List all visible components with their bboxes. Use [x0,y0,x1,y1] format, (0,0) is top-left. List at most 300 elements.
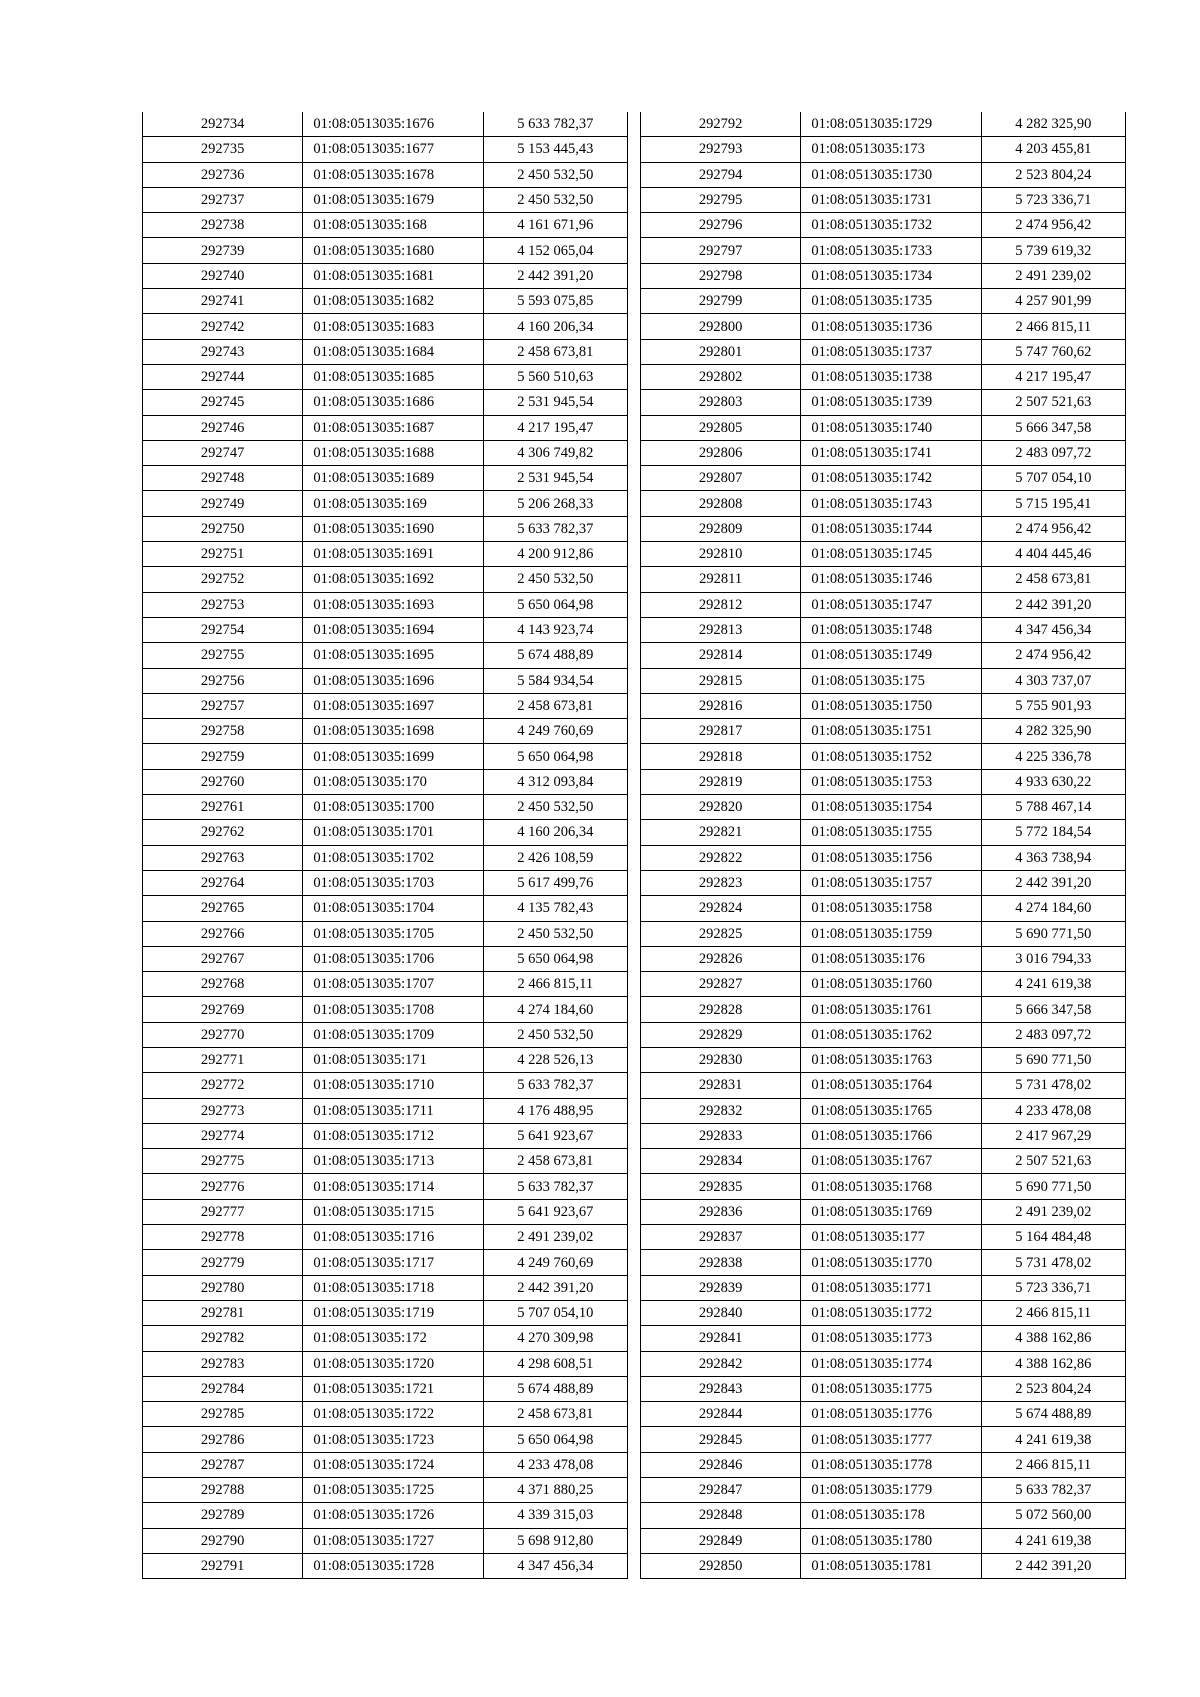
record-number-cell: 292769 [143,997,303,1022]
record-number-cell: 292745 [143,390,303,415]
cadastral-number-cell: 01:08:0513035:1724 [303,1452,483,1477]
record-number-cell: 292846 [641,1452,801,1477]
record-number-cell: 292836 [641,1199,801,1224]
table-row [641,1275,1126,1300]
table-row [641,744,1126,769]
value-cell: 4 176 488,95 [483,1098,627,1123]
table-row [641,364,1126,389]
cadastral-number-cell: 01:08:0513035:1687 [303,415,483,440]
value-cell: 2 458 673,81 [483,1149,627,1174]
table-row [641,1553,1126,1578]
cadastral-number-cell: 01:08:0513035:1677 [303,137,483,162]
cadastral-number-cell: 01:08:0513035:1692 [303,567,483,592]
cadastral-number-cell: 01:08:0513035:1732 [801,213,981,238]
table-row [143,972,628,997]
value-cell: 4 371 880,25 [483,1478,627,1503]
table-row [641,1174,1126,1199]
cadastral-number-cell: 01:08:0513035:1691 [303,542,483,567]
table-row [641,592,1126,617]
table-row [143,1528,628,1553]
cadastral-number-cell: 01:08:0513035:1758 [801,896,981,921]
cadastral-number-cell: 01:08:0513035:1720 [303,1351,483,1376]
table-row [143,1326,628,1351]
cadastral-number-cell: 01:08:0513035:1709 [303,1022,483,1047]
record-number-cell: 292829 [641,1022,801,1047]
record-number-cell: 292795 [641,187,801,212]
value-cell: 5 593 075,85 [483,289,627,314]
table-row [641,1300,1126,1325]
cadastral-number-cell: 01:08:0513035:1699 [303,744,483,769]
cadastral-number-cell: 01:08:0513035:1771 [801,1275,981,1300]
value-cell: 5 674 488,89 [483,1376,627,1401]
cadastral-number-cell: 01:08:0513035:1749 [801,643,981,668]
record-number-cell: 292798 [641,263,801,288]
record-number-cell: 292789 [143,1503,303,1528]
record-number-cell: 292841 [641,1326,801,1351]
record-number-cell: 292781 [143,1300,303,1325]
record-number-cell: 292773 [143,1098,303,1123]
cadastral-number-cell: 01:08:0513035:1718 [303,1275,483,1300]
value-cell: 2 450 532,50 [483,567,627,592]
value-cell: 2 466 815,11 [981,1300,1125,1325]
value-cell: 2 507 521,63 [981,1149,1125,1174]
value-cell: 4 241 619,38 [981,1427,1125,1452]
cadastral-number-cell: 01:08:0513035:1779 [801,1478,981,1503]
cadastral-number-cell: 01:08:0513035:1776 [801,1402,981,1427]
table-row [641,516,1126,541]
cadastral-number-cell: 01:08:0513035:170 [303,769,483,794]
cadastral-number-cell: 01:08:0513035:1713 [303,1149,483,1174]
cadastral-number-cell: 01:08:0513035:1764 [801,1073,981,1098]
table-row [641,1402,1126,1427]
record-number-cell: 292758 [143,719,303,744]
cadastral-number-cell: 01:08:0513035:1715 [303,1199,483,1224]
record-number-cell: 292791 [143,1553,303,1578]
table-row [143,1376,628,1401]
value-cell: 5 072 560,00 [981,1503,1125,1528]
cadastral-number-cell: 01:08:0513035:168 [303,213,483,238]
cadastral-number-cell: 01:08:0513035:1706 [303,946,483,971]
table-row [641,238,1126,263]
cadastral-number-cell: 01:08:0513035:1740 [801,415,981,440]
table-row [641,1199,1126,1224]
cadastral-number-cell: 01:08:0513035:1717 [303,1250,483,1275]
table-row [641,466,1126,491]
table-row [641,339,1126,364]
cadastral-number-cell: 01:08:0513035:1729 [801,112,981,137]
record-number-cell: 292766 [143,921,303,946]
value-cell: 4 217 195,47 [981,364,1125,389]
value-cell: 5 633 782,37 [483,1073,627,1098]
table-row [641,567,1126,592]
cadastral-number-cell: 01:08:0513035:1754 [801,795,981,820]
value-cell: 5 698 912,80 [483,1528,627,1553]
value-cell: 5 707 054,10 [981,466,1125,491]
value-cell: 4 135 782,43 [483,896,627,921]
value-cell: 4 233 478,08 [483,1452,627,1477]
cadastral-number-cell: 01:08:0513035:1775 [801,1376,981,1401]
table-row [641,1528,1126,1553]
cadastral-number-cell: 01:08:0513035:1748 [801,617,981,642]
cadastral-number-cell: 01:08:0513035:1727 [303,1528,483,1553]
cadastral-number-cell: 01:08:0513035:1725 [303,1478,483,1503]
record-number-cell: 292755 [143,643,303,668]
table-row [641,1047,1126,1072]
record-number-cell: 292735 [143,137,303,162]
value-cell: 2 458 673,81 [483,339,627,364]
cadastral-number-cell: 01:08:0513035:1730 [801,162,981,187]
record-number-cell: 292794 [641,162,801,187]
value-cell: 4 347 456,34 [483,1553,627,1578]
table-row [641,1073,1126,1098]
record-number-cell: 292788 [143,1478,303,1503]
record-number-cell: 292793 [641,137,801,162]
cadastral-number-cell: 01:08:0513035:172 [303,1326,483,1351]
cadastral-number-cell: 01:08:0513035:1738 [801,364,981,389]
table-row [641,187,1126,212]
value-cell: 5 584 934,54 [483,668,627,693]
record-number-cell: 292796 [641,213,801,238]
table-row [143,415,628,440]
table-row [641,263,1126,288]
value-cell: 2 523 804,24 [981,1376,1125,1401]
cadastral-number-cell: 01:08:0513035:1760 [801,972,981,997]
cadastral-number-cell: 01:08:0513035:1723 [303,1427,483,1452]
table-row [143,946,628,971]
record-number-cell: 292803 [641,390,801,415]
record-number-cell: 292802 [641,364,801,389]
record-number-cell: 292752 [143,567,303,592]
value-cell: 3 016 794,33 [981,946,1125,971]
value-cell: 4 200 912,86 [483,542,627,567]
cadastral-number-cell: 01:08:0513035:1781 [801,1553,981,1578]
table-row [641,1452,1126,1477]
cadastral-number-cell: 01:08:0513035:1767 [801,1149,981,1174]
record-number-cell: 292813 [641,617,801,642]
table-row [143,263,628,288]
record-number-cell: 292820 [641,795,801,820]
value-cell: 5 633 782,37 [483,1174,627,1199]
table-row [143,1503,628,1528]
value-cell: 2 507 521,63 [981,390,1125,415]
cadastral-number-cell: 01:08:0513035:1707 [303,972,483,997]
table-row [143,542,628,567]
value-cell: 5 707 054,10 [483,1300,627,1325]
value-cell: 2 442 391,20 [981,592,1125,617]
value-cell: 5 755 901,93 [981,693,1125,718]
value-cell: 4 225 336,78 [981,744,1125,769]
record-number-cell: 292777 [143,1199,303,1224]
cadastral-number-cell: 01:08:0513035:1696 [303,668,483,693]
cadastral-number-cell: 01:08:0513035:1759 [801,921,981,946]
cadastral-number-cell: 01:08:0513035:176 [801,946,981,971]
table-row [143,137,628,162]
record-number-cell: 292750 [143,516,303,541]
cadastral-number-cell: 01:08:0513035:1708 [303,997,483,1022]
value-cell: 2 450 532,50 [483,795,627,820]
table-row [641,1427,1126,1452]
cadastral-number-cell: 01:08:0513035:1685 [303,364,483,389]
table-row [641,1123,1126,1148]
cadastral-number-cell: 01:08:0513035:1744 [801,516,981,541]
table-row [641,668,1126,693]
cadastral-number-cell: 01:08:0513035:1710 [303,1073,483,1098]
table-row [143,238,628,263]
record-number-cell: 292845 [641,1427,801,1452]
record-number-cell: 292815 [641,668,801,693]
table-row [143,870,628,895]
record-number-cell: 292753 [143,592,303,617]
table-row [641,137,1126,162]
record-number-cell: 292737 [143,187,303,212]
record-number-cell: 292819 [641,769,801,794]
cadastral-number-cell: 01:08:0513035:177 [801,1225,981,1250]
cadastral-number-cell: 01:08:0513035:1746 [801,567,981,592]
record-number-cell: 292849 [641,1528,801,1553]
record-number-cell: 292746 [143,415,303,440]
record-number-cell: 292736 [143,162,303,187]
cadastral-table-left [142,112,628,1579]
value-cell: 2 474 956,42 [981,643,1125,668]
record-number-cell: 292800 [641,314,801,339]
cadastral-number-cell: 01:08:0513035:1733 [801,238,981,263]
value-cell: 5 739 619,32 [981,238,1125,263]
value-cell: 5 650 064,98 [483,744,627,769]
value-cell: 4 933 630,22 [981,769,1125,794]
record-number-cell: 292784 [143,1376,303,1401]
cadastral-number-cell: 01:08:0513035:1735 [801,289,981,314]
cadastral-number-cell: 01:08:0513035:1753 [801,769,981,794]
value-cell: 2 466 815,11 [981,314,1125,339]
record-number-cell: 292790 [143,1528,303,1553]
value-cell: 2 474 956,42 [981,516,1125,541]
record-number-cell: 292759 [143,744,303,769]
value-cell: 4 233 478,08 [981,1098,1125,1123]
record-number-cell: 292768 [143,972,303,997]
table-row [641,820,1126,845]
value-cell: 2 483 097,72 [981,440,1125,465]
record-number-cell: 292797 [641,238,801,263]
value-cell: 5 641 923,67 [483,1123,627,1148]
record-number-cell: 292832 [641,1098,801,1123]
cadastral-number-cell: 01:08:0513035:1703 [303,870,483,895]
value-cell: 4 217 195,47 [483,415,627,440]
cadastral-number-cell: 01:08:0513035:178 [801,1503,981,1528]
table-row [143,1098,628,1123]
value-cell: 5 153 445,43 [483,137,627,162]
record-number-cell: 292838 [641,1250,801,1275]
record-number-cell: 292807 [641,466,801,491]
table-row [641,1225,1126,1250]
cadastral-number-cell: 01:08:0513035:171 [303,1047,483,1072]
record-number-cell: 292839 [641,1275,801,1300]
record-number-cell: 292760 [143,769,303,794]
value-cell: 5 690 771,50 [981,1047,1125,1072]
cadastral-number-cell: 01:08:0513035:1684 [303,339,483,364]
table-row [143,491,628,516]
table-row [143,997,628,1022]
value-cell: 4 306 749,82 [483,440,627,465]
record-number-cell: 292748 [143,466,303,491]
record-number-cell: 292831 [641,1073,801,1098]
table-row [143,162,628,187]
value-cell: 4 274 184,60 [981,896,1125,921]
table-row [641,1326,1126,1351]
table-row [143,1149,628,1174]
value-cell: 2 491 239,02 [483,1225,627,1250]
record-number-cell: 292810 [641,542,801,567]
cadastral-number-cell: 01:08:0513035:1719 [303,1300,483,1325]
cadastral-number-cell: 01:08:0513035:1731 [801,187,981,212]
cadastral-number-cell: 01:08:0513035:1682 [303,289,483,314]
value-cell: 4 298 608,51 [483,1351,627,1376]
record-number-cell: 292762 [143,820,303,845]
cadastral-number-cell: 01:08:0513035:1773 [801,1326,981,1351]
table-row [641,1351,1126,1376]
value-cell: 5 772 184,54 [981,820,1125,845]
value-cell: 4 339 315,03 [483,1503,627,1528]
cadastral-number-cell: 01:08:0513035:1778 [801,1452,981,1477]
record-number-cell: 292809 [641,516,801,541]
cadastral-number-cell: 01:08:0513035:1768 [801,1174,981,1199]
table-row [641,870,1126,895]
record-number-cell: 292782 [143,1326,303,1351]
value-cell: 2 450 532,50 [483,162,627,187]
record-number-cell: 292761 [143,795,303,820]
record-number-cell: 292783 [143,1351,303,1376]
cadastral-number-cell: 01:08:0513035:1751 [801,719,981,744]
value-cell: 2 491 239,02 [981,1199,1125,1224]
table-row [641,491,1126,516]
value-cell: 4 282 325,90 [981,112,1125,137]
record-number-cell: 292812 [641,592,801,617]
record-number-cell: 292763 [143,845,303,870]
record-number-cell: 292823 [641,870,801,895]
value-cell: 5 666 347,58 [981,415,1125,440]
record-number-cell: 292833 [641,1123,801,1148]
table-body [641,112,1126,1579]
cadastral-number-cell: 01:08:0513035:1743 [801,491,981,516]
table-row [143,643,628,668]
cadastral-number-cell: 01:08:0513035:1705 [303,921,483,946]
record-number-cell: 292816 [641,693,801,718]
value-cell: 2 442 391,20 [483,263,627,288]
cadastral-number-cell: 01:08:0513035:1742 [801,466,981,491]
cadastral-number-cell: 01:08:0513035:1704 [303,896,483,921]
value-cell: 2 417 967,29 [981,1123,1125,1148]
cadastral-number-cell: 01:08:0513035:1701 [303,820,483,845]
value-cell: 5 641 923,67 [483,1199,627,1224]
table-row [143,845,628,870]
cadastral-number-cell: 01:08:0513035:1777 [801,1427,981,1452]
value-cell: 2 458 673,81 [483,693,627,718]
table-row [143,592,628,617]
value-cell: 2 450 532,50 [483,187,627,212]
value-cell: 5 690 771,50 [981,1174,1125,1199]
value-cell: 4 203 455,81 [981,137,1125,162]
table-row [641,112,1126,137]
record-number-cell: 292740 [143,263,303,288]
cadastral-number-cell: 01:08:0513035:1714 [303,1174,483,1199]
value-cell: 2 466 815,11 [981,1452,1125,1477]
cadastral-number-cell: 01:08:0513035:1772 [801,1300,981,1325]
table-row [143,1123,628,1148]
table-row [641,896,1126,921]
record-number-cell: 292844 [641,1402,801,1427]
value-cell: 2 466 815,11 [483,972,627,997]
cadastral-number-cell: 01:08:0513035:1762 [801,1022,981,1047]
value-cell: 4 388 162,86 [981,1351,1125,1376]
record-number-cell: 292842 [641,1351,801,1376]
value-cell: 5 650 064,98 [483,592,627,617]
value-cell: 4 160 206,34 [483,820,627,845]
value-cell: 5 164 484,48 [981,1225,1125,1250]
value-cell: 5 723 336,71 [981,187,1125,212]
table-row [143,364,628,389]
value-cell: 5 674 488,89 [981,1402,1125,1427]
value-cell: 5 731 478,02 [981,1250,1125,1275]
table-row [143,769,628,794]
value-cell: 5 731 478,02 [981,1073,1125,1098]
record-number-cell: 292825 [641,921,801,946]
cadastral-number-cell: 01:08:0513035:1769 [801,1199,981,1224]
table-row [641,946,1126,971]
value-cell: 4 312 093,84 [483,769,627,794]
value-cell: 5 747 760,62 [981,339,1125,364]
value-cell: 2 426 108,59 [483,845,627,870]
table-row [641,415,1126,440]
table-row [641,314,1126,339]
table-row [641,390,1126,415]
table-row [143,668,628,693]
table-row [143,921,628,946]
cadastral-number-cell: 01:08:0513035:1739 [801,390,981,415]
cadastral-number-cell: 01:08:0513035:1755 [801,820,981,845]
table-row [641,1250,1126,1275]
cadastral-number-cell: 01:08:0513035:1698 [303,719,483,744]
record-number-cell: 292756 [143,668,303,693]
cadastral-number-cell: 01:08:0513035:1736 [801,314,981,339]
record-number-cell: 292811 [641,567,801,592]
table-row [143,896,628,921]
record-number-cell: 292808 [641,491,801,516]
value-cell: 2 458 673,81 [981,567,1125,592]
record-number-cell: 292778 [143,1225,303,1250]
record-number-cell: 292840 [641,1300,801,1325]
value-cell: 5 617 499,76 [483,870,627,895]
record-number-cell: 292774 [143,1123,303,1148]
value-cell: 4 241 619,38 [981,972,1125,997]
table-row [143,440,628,465]
value-cell: 5 650 064,98 [483,1427,627,1452]
record-number-cell: 292754 [143,617,303,642]
table-row [641,289,1126,314]
record-number-cell: 292738 [143,213,303,238]
table-row [143,187,628,212]
cadastral-number-cell: 01:08:0513035:173 [801,137,981,162]
value-cell: 4 303 737,07 [981,668,1125,693]
table-row [641,719,1126,744]
value-cell: 4 257 901,99 [981,289,1125,314]
cadastral-number-cell: 01:08:0513035:1728 [303,1553,483,1578]
record-number-cell: 292821 [641,820,801,845]
cadastral-number-cell: 01:08:0513035:1756 [801,845,981,870]
value-cell: 4 282 325,90 [981,719,1125,744]
record-number-cell: 292734 [143,112,303,137]
table-row [143,1300,628,1325]
cadastral-number-cell: 01:08:0513035:1774 [801,1351,981,1376]
table-row [143,1174,628,1199]
